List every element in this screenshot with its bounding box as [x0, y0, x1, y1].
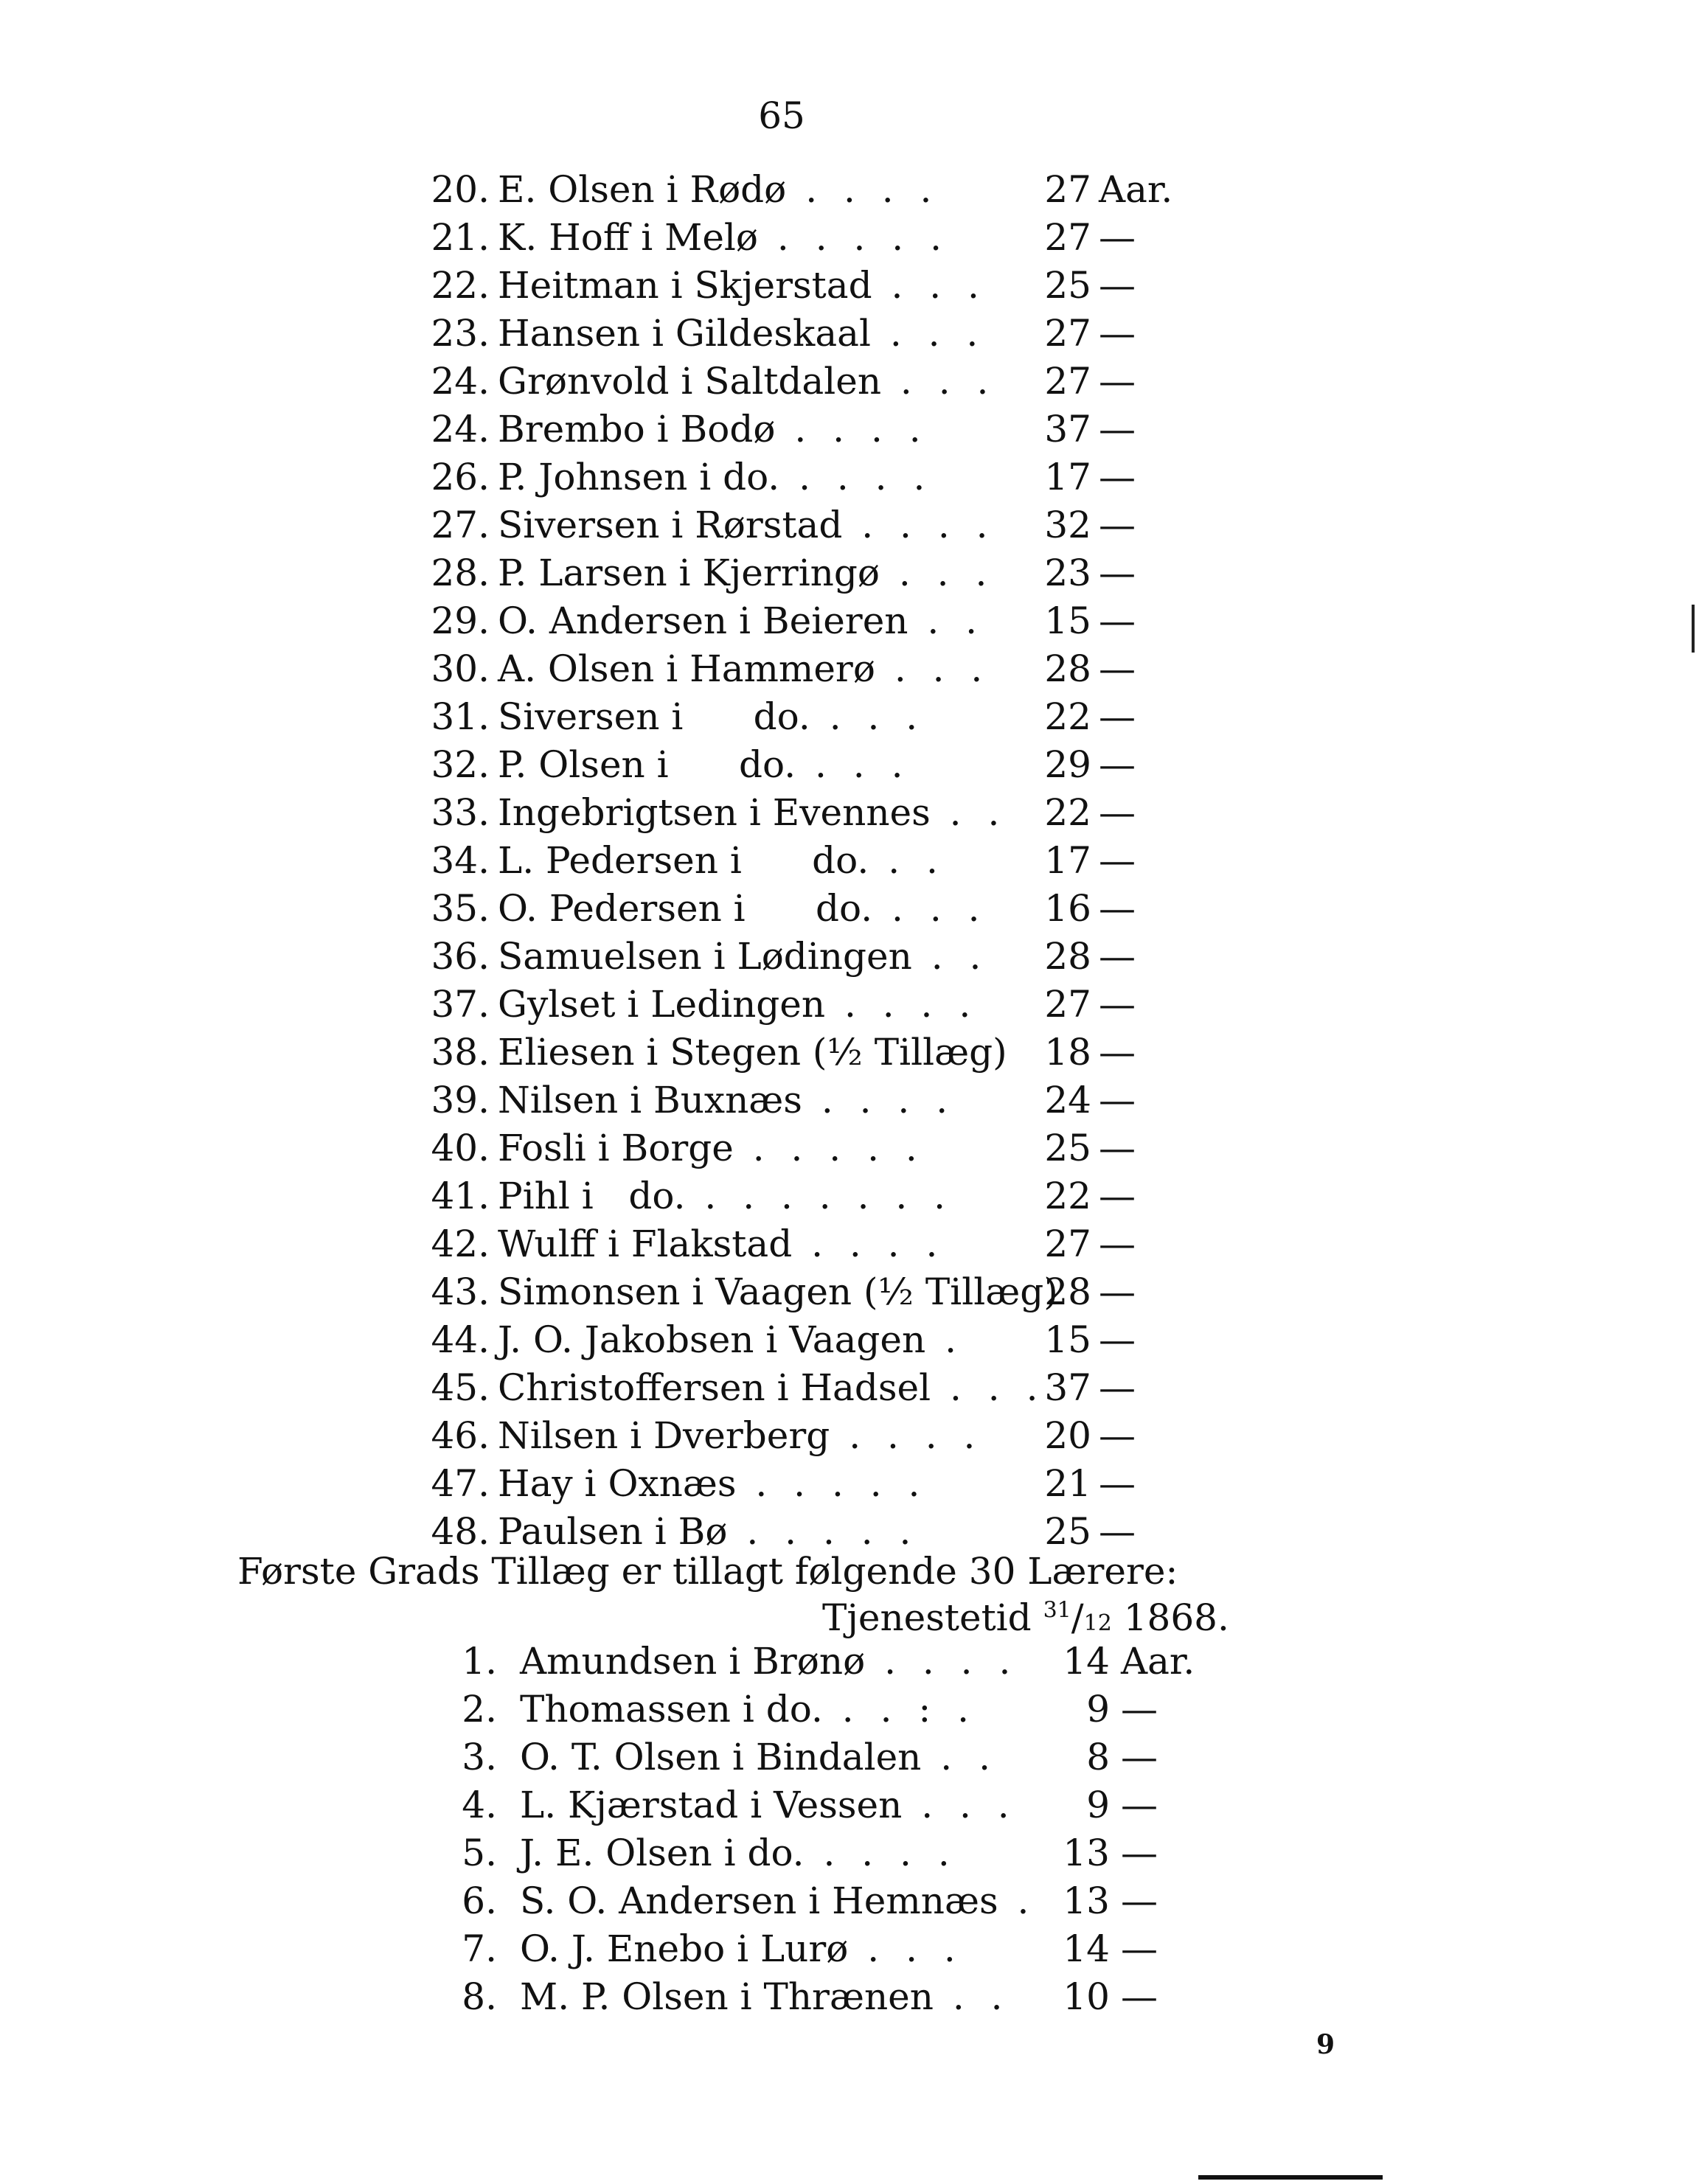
- teacher-name-text: Paulsen i Bø: [498, 1510, 728, 1553]
- year-unit: —: [1099, 1079, 1136, 1121]
- entry-number: 24.: [431, 408, 490, 451]
- teacher-name-text: Nilsen i Buxnæs: [498, 1079, 802, 1121]
- year-unit: —: [1099, 552, 1136, 594]
- list-row: [0, 983, 1699, 1031]
- list-row: [0, 1640, 1699, 1688]
- year-unit: —: [1099, 264, 1136, 307]
- teacher-name-text: Brembo i Bodø: [498, 408, 776, 451]
- service-years: 27: [1044, 216, 1091, 259]
- entry-number: 3.: [462, 1736, 497, 1778]
- list-row: [0, 1223, 1699, 1270]
- service-years: 27: [1044, 1223, 1091, 1265]
- entry-number: 26.: [431, 456, 490, 498]
- leader-dots: . .: [930, 791, 1007, 834]
- teacher-name-text: L. Pedersen i do.: [498, 839, 869, 882]
- list-row: [0, 1031, 1699, 1079]
- service-years: 29: [1044, 743, 1091, 786]
- entry-number: 44.: [431, 1318, 490, 1361]
- leader-dots: . .: [869, 839, 945, 882]
- entry-number: 40.: [431, 1127, 490, 1169]
- leader-dots: . .: [921, 1736, 1017, 1778]
- service-years: 14: [1063, 1640, 1110, 1683]
- entry-number: 36.: [431, 935, 490, 978]
- year-unit: —: [1099, 599, 1136, 642]
- teacher-name-text: Amundsen i Brønø: [520, 1640, 866, 1683]
- teacher-name-text: Siversen i do.: [498, 695, 810, 738]
- service-years: 13: [1063, 1879, 1110, 1922]
- teacher-name: [498, 839, 945, 882]
- year-unit: —: [1099, 1462, 1136, 1505]
- teacher-name: [498, 504, 996, 546]
- entry-number: 7.: [462, 1927, 497, 1970]
- list-row: [0, 168, 1699, 216]
- teacher-name-text: Eliesen i Stegen (½ Tillæg): [498, 1031, 1007, 1074]
- teacher-name-text: S. O. Andersen i Hemnæs: [520, 1879, 998, 1922]
- leader-dots: . . . . . . .: [685, 1175, 953, 1217]
- entry-number: 30.: [431, 647, 490, 690]
- service-years: 28: [1044, 935, 1091, 978]
- leader-dots: . . . .: [786, 168, 939, 211]
- list-row: [0, 216, 1699, 264]
- entry-number: 46.: [431, 1414, 490, 1457]
- list-row: [0, 647, 1699, 695]
- leader-dots: . . .: [880, 552, 995, 594]
- leader-dots: . . .: [870, 312, 986, 355]
- teacher-name: [520, 1784, 1017, 1826]
- service-years: 13: [1063, 1832, 1110, 1874]
- entry-number: 42.: [431, 1223, 490, 1265]
- teacher-list-part-1: [0, 168, 1699, 1558]
- list-row: [0, 1270, 1699, 1318]
- teacher-name-text: J. E. Olsen i do.: [520, 1832, 805, 1874]
- leader-dots: . . .: [881, 360, 996, 403]
- year-unit: —: [1099, 839, 1136, 882]
- teacher-name: [498, 1079, 955, 1121]
- list-row: [0, 1975, 1699, 2023]
- year-unit: —: [1121, 1688, 1158, 1731]
- leader-dots: . . .: [872, 887, 987, 930]
- teacher-name: [498, 312, 985, 355]
- teacher-name: [498, 1366, 1045, 1409]
- service-years: 20: [1044, 1414, 1091, 1457]
- entry-number: 24.: [431, 360, 490, 403]
- service-years: 17: [1044, 456, 1091, 498]
- leader-dots: . .: [933, 1975, 1010, 2018]
- service-years: 9: [1086, 1688, 1110, 1731]
- entry-number: 33.: [431, 791, 490, 834]
- list-row: [0, 1318, 1699, 1366]
- leader-dots: . . . .: [775, 408, 928, 451]
- teacher-name-text: L. Kjærstad i Vessen: [520, 1784, 903, 1826]
- entry-number: 5.: [462, 1832, 497, 1874]
- list-row: [0, 935, 1699, 983]
- entry-number: 29.: [431, 599, 490, 642]
- teacher-name-text: O. Pedersen i do.: [498, 887, 873, 930]
- teacher-name-text: A. Olsen i Hammerø: [498, 647, 875, 690]
- list-row: [0, 1688, 1699, 1736]
- year-unit: —: [1121, 1832, 1158, 1874]
- service-time-year: 1868.: [1123, 1596, 1229, 1639]
- list-row: [0, 1927, 1699, 1975]
- list-row: [0, 1832, 1699, 1879]
- leader-dots: . . . . .: [736, 1462, 928, 1505]
- teacher-name: [498, 599, 984, 642]
- teacher-name-text: Grønvold i Saltdalen: [498, 360, 882, 403]
- year-unit: —: [1099, 743, 1136, 786]
- entry-number: 27.: [431, 504, 490, 546]
- list-row: [0, 360, 1699, 408]
- service-years: 14: [1063, 1927, 1110, 1970]
- leader-dots: . . .: [875, 647, 990, 690]
- entry-number: 35.: [431, 887, 490, 930]
- year-unit: —: [1099, 504, 1136, 546]
- teacher-name: [498, 1127, 925, 1169]
- year-unit: Aar.: [1121, 1640, 1195, 1683]
- year-unit: —: [1099, 456, 1136, 498]
- teacher-name: [498, 456, 932, 498]
- teacher-name: [498, 408, 928, 451]
- year-unit: —: [1099, 1223, 1136, 1265]
- year-unit: —: [1121, 1879, 1158, 1922]
- year-unit: —: [1099, 408, 1136, 451]
- teacher-name: [498, 216, 949, 259]
- leader-dots: . . . . .: [727, 1510, 919, 1553]
- entry-number: 43.: [431, 1270, 490, 1313]
- service-years: 32: [1044, 504, 1091, 546]
- leader-dots: .: [925, 1318, 965, 1361]
- teacher-name-text: Thomassen i do.: [520, 1688, 823, 1731]
- leader-dots: . .: [908, 599, 985, 642]
- teacher-name-text: J. O. Jakobsen i Vaagen: [498, 1318, 926, 1361]
- teacher-name: [498, 1175, 953, 1217]
- entry-number: 32.: [431, 743, 490, 786]
- entry-number: 1.: [462, 1640, 497, 1683]
- leader-dots: . . : .: [822, 1688, 976, 1731]
- year-unit: —: [1099, 1127, 1136, 1169]
- service-years: 10: [1063, 1975, 1110, 2018]
- list-row: [0, 504, 1699, 552]
- leader-dots: . . . .: [830, 1414, 983, 1457]
- list-row: [0, 599, 1699, 647]
- list-row: [0, 743, 1699, 791]
- list-row: [0, 456, 1699, 504]
- list-row: [0, 1366, 1699, 1414]
- teacher-name: [498, 360, 996, 403]
- year-unit: —: [1099, 1270, 1136, 1313]
- teacher-name-text: Samuelsen i Lødingen: [498, 935, 912, 978]
- service-years: 24: [1044, 1079, 1091, 1121]
- page-number: 65: [758, 94, 805, 137]
- teacher-name: [498, 1223, 945, 1265]
- teacher-name-text: Simonsen i Vaagen (½ Tillæg): [498, 1270, 1058, 1313]
- year-unit: —: [1099, 1175, 1136, 1217]
- year-unit: —: [1099, 1414, 1136, 1457]
- teacher-name-text: O. Andersen i Beieren: [498, 599, 908, 642]
- entry-number: 20.: [431, 168, 490, 211]
- teacher-name-text: O. J. Enebo i Lurø: [520, 1927, 849, 1970]
- teacher-name: [498, 1270, 1058, 1313]
- teacher-name: [498, 887, 987, 930]
- leader-dots: . . . .: [825, 983, 979, 1026]
- teacher-name-text: Pihl i do.: [498, 1175, 686, 1217]
- service-years: 15: [1044, 599, 1091, 642]
- teacher-name: [498, 168, 939, 211]
- edge-mark: [1692, 605, 1695, 653]
- entry-number: 4.: [462, 1784, 497, 1826]
- entry-number: 28.: [431, 552, 490, 594]
- teacher-name: [520, 1879, 1036, 1922]
- teacher-name-text: P. Olsen i do.: [498, 743, 796, 786]
- list-row: [0, 1414, 1699, 1462]
- teacher-name-text: P. Johnsen i do.: [498, 456, 780, 498]
- entry-number: 41.: [431, 1175, 490, 1217]
- service-years: 16: [1044, 887, 1091, 930]
- leader-dots: . . .: [902, 1784, 1017, 1826]
- entry-number: 2.: [462, 1688, 497, 1731]
- list-row: [0, 1127, 1699, 1175]
- teacher-name: [498, 1414, 982, 1457]
- year-unit: —: [1099, 1318, 1136, 1361]
- teacher-name: [498, 791, 1007, 834]
- leader-dots: . . . .: [842, 504, 996, 546]
- year-unit: —: [1099, 1031, 1136, 1074]
- section-heading: Første Grads Tillæg er tillagt følgende 30 Lærere:: [237, 1550, 1178, 1593]
- leader-dots: .: [998, 1879, 1037, 1922]
- service-years: 25: [1044, 264, 1091, 307]
- list-row: [0, 312, 1699, 360]
- service-years: 25: [1044, 1127, 1091, 1169]
- year-unit: —: [1099, 983, 1136, 1026]
- year-unit: —: [1099, 216, 1136, 259]
- entry-number: 38.: [431, 1031, 490, 1074]
- bottom-rule: [1198, 2175, 1383, 2180]
- list-row: [0, 791, 1699, 839]
- teacher-name: [498, 1031, 1007, 1074]
- year-unit: —: [1099, 647, 1136, 690]
- teacher-name: [520, 1832, 957, 1874]
- service-years: 21: [1044, 1462, 1091, 1505]
- teacher-list-part-2: [0, 1640, 1699, 2023]
- service-time-date-num: 31: [1043, 1597, 1071, 1624]
- teacher-name-text: M. P. Olsen i Thrænen: [520, 1975, 934, 2018]
- list-row: [0, 552, 1699, 599]
- year-unit: Aar.: [1099, 168, 1173, 211]
- entry-number: 31.: [431, 695, 490, 738]
- entry-number: 39.: [431, 1079, 490, 1121]
- leader-dots: . . . .: [779, 456, 933, 498]
- year-unit: —: [1099, 360, 1136, 403]
- entry-number: 8.: [462, 1975, 497, 2018]
- service-years: 22: [1044, 791, 1091, 834]
- service-years: 27: [1044, 983, 1091, 1026]
- teacher-name: [498, 743, 910, 786]
- service-years: 17: [1044, 839, 1091, 882]
- teacher-name: [520, 1736, 1017, 1778]
- teacher-name-text: E. Olsen i Rødø: [498, 168, 787, 211]
- list-row: [0, 887, 1699, 935]
- teacher-name: [498, 1462, 927, 1505]
- leader-dots: . . . . .: [733, 1127, 925, 1169]
- leader-dots: . . . .: [804, 1832, 957, 1874]
- leader-dots: . . . .: [792, 1223, 945, 1265]
- teacher-name: [498, 1510, 918, 1553]
- entry-number: 48.: [431, 1510, 490, 1553]
- service-years: 18: [1044, 1031, 1091, 1074]
- teacher-name-text: Wulff i Flakstad: [498, 1223, 793, 1265]
- teacher-name: [498, 552, 994, 594]
- service-years: 37: [1044, 1366, 1091, 1409]
- teacher-name-text: P. Larsen i Kjerringø: [498, 552, 880, 594]
- service-years: 22: [1044, 695, 1091, 738]
- list-row: [0, 1079, 1699, 1127]
- entry-number: 34.: [431, 839, 490, 882]
- year-unit: —: [1099, 1366, 1136, 1409]
- year-unit: —: [1099, 935, 1136, 978]
- leader-dots: . . . .: [802, 1079, 956, 1121]
- entry-number: 37.: [431, 983, 490, 1026]
- leader-dots: . . .: [810, 695, 925, 738]
- teacher-name: [498, 264, 987, 307]
- teacher-name-text: Siversen i Rørstad: [498, 504, 843, 546]
- entry-number: 47.: [431, 1462, 490, 1505]
- list-row: [0, 1879, 1699, 1927]
- service-time-date-den: 12: [1083, 1610, 1112, 1636]
- teacher-name: [498, 983, 978, 1026]
- service-years: 15: [1044, 1318, 1091, 1361]
- teacher-name: [520, 1927, 963, 1970]
- service-years: 37: [1044, 408, 1091, 451]
- service-years: 23: [1044, 552, 1091, 594]
- teacher-name-text: Hansen i Gildeskaal: [498, 312, 871, 355]
- entry-number: 23.: [431, 312, 490, 355]
- teacher-name-text: Nilsen i Dverberg: [498, 1414, 830, 1457]
- list-row: [0, 264, 1699, 312]
- service-years: 8: [1086, 1736, 1110, 1778]
- list-row: [0, 1736, 1699, 1784]
- teacher-name: [498, 695, 925, 738]
- teacher-name-text: Christoffersen i Hadsel: [498, 1366, 931, 1409]
- leader-dots: . . . . .: [758, 216, 949, 259]
- teacher-name: [520, 1640, 1018, 1683]
- service-years: 22: [1044, 1175, 1091, 1217]
- teacher-name-text: K. Hoff i Melø: [498, 216, 759, 259]
- year-unit: —: [1099, 312, 1136, 355]
- leader-dots: . . .: [796, 743, 911, 786]
- service-years: 27: [1044, 168, 1091, 211]
- list-row: [0, 695, 1699, 743]
- list-row: [0, 1784, 1699, 1832]
- year-unit: —: [1121, 1975, 1158, 2018]
- year-unit: —: [1099, 695, 1136, 738]
- teacher-name: [520, 1975, 1010, 2018]
- teacher-name-text: Heitman i Skjerstad: [498, 264, 872, 307]
- teacher-name-text: O. T. Olsen i Bindalen: [520, 1736, 922, 1778]
- teacher-name: [520, 1688, 976, 1731]
- leader-dots: . . .: [931, 1366, 1046, 1409]
- teacher-name-text: Hay i Oxnæs: [498, 1462, 737, 1505]
- year-unit: —: [1099, 887, 1136, 930]
- entry-number: 6.: [462, 1879, 497, 1922]
- teacher-name-text: Fosli i Borge: [498, 1127, 734, 1169]
- year-unit: —: [1099, 791, 1136, 834]
- year-unit: —: [1121, 1927, 1158, 1970]
- list-row: [0, 1462, 1699, 1510]
- year-unit: —: [1121, 1784, 1158, 1826]
- service-time-header: Tjenestetid $^{31}$/12 1868.: [822, 1596, 1229, 1639]
- list-row: [0, 408, 1699, 456]
- leader-dots: . . . .: [865, 1640, 1018, 1683]
- service-years: 28: [1044, 647, 1091, 690]
- service-years: 25: [1044, 1510, 1091, 1553]
- teacher-name: [498, 935, 988, 978]
- year-unit: —: [1099, 1510, 1136, 1553]
- service-time-label: Tjenestetid: [822, 1596, 1032, 1639]
- list-row: [0, 839, 1699, 887]
- list-row: [0, 1175, 1699, 1223]
- signature-mark: 9: [1316, 2029, 1335, 2060]
- service-years: 27: [1044, 360, 1091, 403]
- service-years: 27: [1044, 312, 1091, 355]
- teacher-name-text: Gylset i Ledingen: [498, 983, 826, 1026]
- leader-dots: . . .: [872, 264, 987, 307]
- teacher-name: [498, 647, 990, 690]
- service-years: 9: [1086, 1784, 1110, 1826]
- entry-number: 21.: [431, 216, 490, 259]
- teacher-name: [498, 1318, 964, 1361]
- teacher-name-text: Ingebrigtsen i Evennes: [498, 791, 931, 834]
- leader-dots: . . .: [848, 1927, 963, 1970]
- year-unit: —: [1121, 1736, 1158, 1778]
- leader-dots: . .: [911, 935, 989, 978]
- entry-number: 45.: [431, 1366, 490, 1409]
- service-years: 28: [1044, 1270, 1091, 1313]
- entry-number: 22.: [431, 264, 490, 307]
